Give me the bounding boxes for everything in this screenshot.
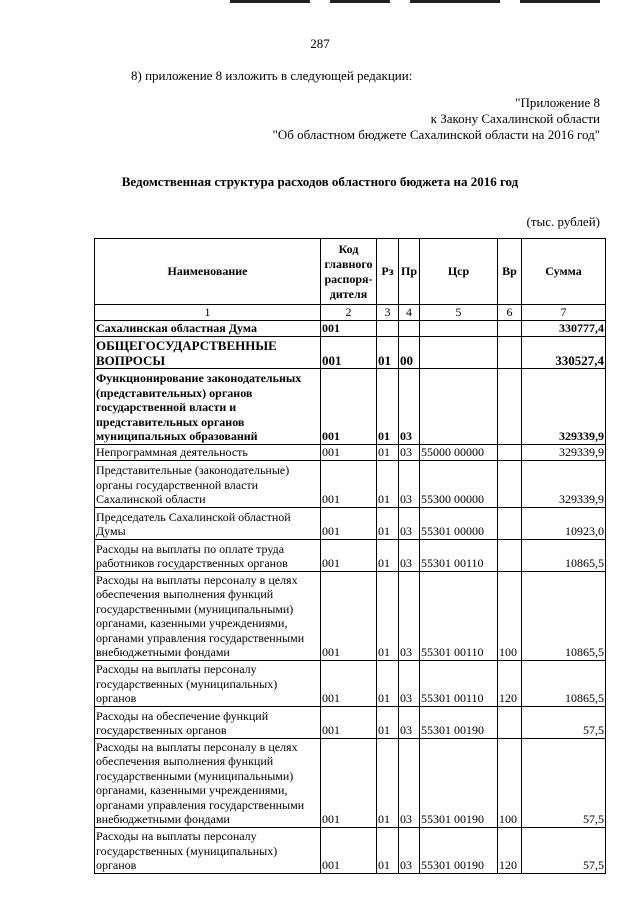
row-sum: 329339,9 <box>522 444 606 460</box>
row-sum: 57,5 <box>522 738 606 827</box>
header-name: Наименование <box>95 239 321 305</box>
row-name: Расходы на выплаты по оплате труда работников государственных органов <box>95 539 321 571</box>
row-rz: 01 <box>377 660 399 706</box>
row-name: ОБЩЕГОСУДАРСТВЕННЫЕ ВОПРОСЫ <box>95 336 321 368</box>
table-row <box>95 507 606 539</box>
row-sum: 329339,9 <box>522 460 606 507</box>
row-code: 001 <box>321 320 377 336</box>
table-row <box>95 827 606 873</box>
budget-table <box>94 238 606 874</box>
row-rz: 01 <box>377 507 399 539</box>
header-vr: Вр <box>498 239 522 305</box>
row-vr <box>498 460 522 507</box>
row-csr: 55300 00000 <box>420 460 498 507</box>
row-pr: 03 <box>399 660 420 706</box>
row-sum: 10923,0 <box>522 507 606 539</box>
row-sum: 329339,9 <box>522 368 606 444</box>
row-name: Расходы на выплаты персоналу государственных (муниципальных) органов <box>95 660 321 706</box>
appendix-line-1: "Приложение 8 <box>515 95 600 110</box>
row-csr <box>420 336 498 368</box>
row-name: Расходы на выплаты персоналу в целях обеспечения выполнения функций государственными (муниципальными) органами, казенными учреждениями, органами управления государственными внебюджетными фондами <box>95 571 321 660</box>
index-cell: 7 <box>522 305 606 321</box>
row-pr: 00 <box>399 336 420 368</box>
row-code: 001 <box>321 507 377 539</box>
row-csr <box>420 368 498 444</box>
header-pr: Пр <box>399 239 420 305</box>
row-code: 001 <box>321 571 377 660</box>
appendix-line-3: "Об областном бюджете Сахалинской области на 2016 год" <box>272 127 600 142</box>
row-csr: 55301 00190 <box>420 738 498 827</box>
row-rz: 01 <box>377 706 399 738</box>
row-csr: 55301 00000 <box>420 507 498 539</box>
row-csr: 55301 00190 <box>420 827 498 873</box>
document-title: Ведомственная структура расходов областного бюджета на 2016 год <box>121 174 519 189</box>
row-pr: 03 <box>399 827 420 873</box>
row-name: Расходы на обеспечение функций государственных органов <box>95 706 321 738</box>
row-pr: 03 <box>399 460 420 507</box>
row-vr <box>498 320 522 336</box>
table-row <box>95 320 606 336</box>
page-number: 287 <box>310 36 330 51</box>
row-rz: 01 <box>377 368 399 444</box>
row-rz: 01 <box>377 571 399 660</box>
row-vr <box>498 507 522 539</box>
row-sum: 330777,4 <box>522 320 606 336</box>
row-vr: 120 <box>498 660 522 706</box>
header-csr: Цср <box>420 239 498 305</box>
scan-top-edge <box>0 0 640 5</box>
row-csr: 55301 00110 <box>420 660 498 706</box>
header-rz: Рз <box>377 239 399 305</box>
row-name: Представительные (законодательные) органы государственной власти Сахалинской области <box>95 460 321 507</box>
row-vr: 100 <box>498 571 522 660</box>
intro-text: 8) приложение 8 изложить в следующей редакции: <box>131 68 413 83</box>
row-sum: 10865,5 <box>522 571 606 660</box>
row-code: 001 <box>321 368 377 444</box>
row-csr: 55301 00110 <box>420 539 498 571</box>
row-pr: 03 <box>399 444 420 460</box>
row-rz: 01 <box>377 460 399 507</box>
row-sum: 10865,5 <box>522 660 606 706</box>
row-code: 001 <box>321 539 377 571</box>
table-row <box>95 460 606 507</box>
table-row <box>95 444 606 460</box>
row-code: 001 <box>321 444 377 460</box>
row-vr: 100 <box>498 738 522 827</box>
index-cell: 4 <box>399 305 420 321</box>
index-cell: 6 <box>498 305 522 321</box>
row-name: Расходы на выплаты персоналу государственных (муниципальных) органов <box>95 827 321 873</box>
table-row <box>95 368 606 444</box>
row-name: Сахалинская областная Дума <box>95 320 321 336</box>
row-rz: 01 <box>377 336 399 368</box>
row-sum: 57,5 <box>522 706 606 738</box>
index-cell: 1 <box>95 305 321 321</box>
header-code: Код главного распоря-дителя <box>321 239 377 305</box>
row-rz <box>377 320 399 336</box>
appendix-line-2: к Закону Сахалинской области <box>430 111 600 126</box>
row-name: Расходы на выплаты персоналу в целях обеспечения выполнения функций государственными (муниципальными) органами, казенными учреждениями, органами управления государственными внебюджетными фондами <box>95 738 321 827</box>
table-row <box>95 539 606 571</box>
row-sum: 57,5 <box>522 827 606 873</box>
row-name: Председатель Сахалинской областной Думы <box>95 507 321 539</box>
row-vr <box>498 706 522 738</box>
row-rz: 01 <box>377 539 399 571</box>
row-sum: 10865,5 <box>522 539 606 571</box>
table-row <box>95 738 606 827</box>
row-code: 001 <box>321 336 377 368</box>
units-label: (тыс. рублей) <box>526 214 600 229</box>
row-vr <box>498 368 522 444</box>
row-vr <box>498 444 522 460</box>
row-sum: 330527,4 <box>522 336 606 368</box>
row-name: Непрограммная деятельность <box>95 444 321 460</box>
row-code: 001 <box>321 827 377 873</box>
row-name: Функционирование законодательных (представительных) органов государственной власти и представительных органов муниципальных образований <box>95 368 321 444</box>
row-code: 001 <box>321 706 377 738</box>
index-cell: 3 <box>377 305 399 321</box>
row-code: 001 <box>321 660 377 706</box>
row-code: 001 <box>321 738 377 827</box>
row-pr: 03 <box>399 368 420 444</box>
row-csr: 55301 00110 <box>420 571 498 660</box>
table-row <box>95 660 606 706</box>
row-rz: 01 <box>377 444 399 460</box>
row-pr: 03 <box>399 738 420 827</box>
row-pr: 03 <box>399 571 420 660</box>
row-rz: 01 <box>377 738 399 827</box>
index-cell: 5 <box>420 305 498 321</box>
row-pr: 03 <box>399 507 420 539</box>
row-csr <box>420 320 498 336</box>
row-pr <box>399 320 420 336</box>
table-row <box>95 336 606 368</box>
header-row <box>95 239 606 305</box>
table-row <box>95 706 606 738</box>
row-pr: 03 <box>399 539 420 571</box>
row-vr: 120 <box>498 827 522 873</box>
row-rz: 01 <box>377 827 399 873</box>
row-csr: 55301 00190 <box>420 706 498 738</box>
appendix-reference <box>273 95 600 143</box>
row-code: 001 <box>321 460 377 507</box>
row-csr: 55000 00000 <box>420 444 498 460</box>
index-cell: 2 <box>321 305 377 321</box>
row-vr <box>498 539 522 571</box>
row-vr <box>498 336 522 368</box>
index-row <box>95 305 606 321</box>
header-sum: Сумма <box>522 239 606 305</box>
row-pr: 03 <box>399 706 420 738</box>
table-row <box>95 571 606 660</box>
